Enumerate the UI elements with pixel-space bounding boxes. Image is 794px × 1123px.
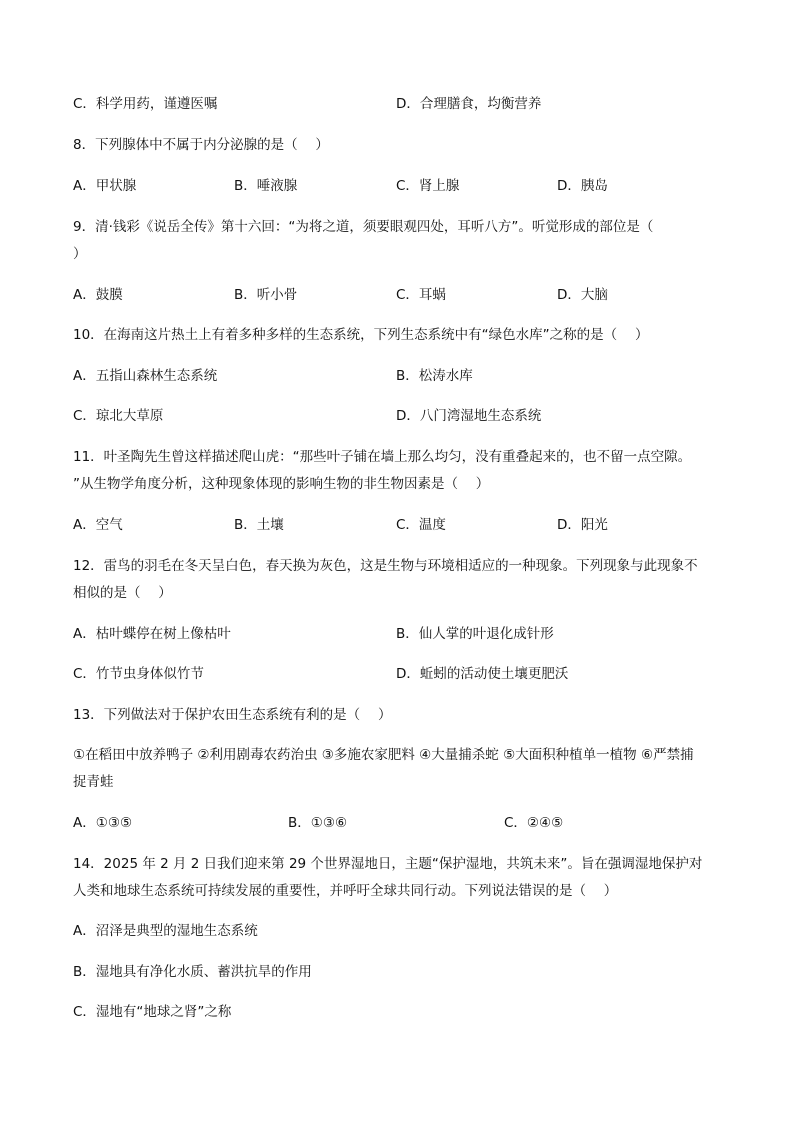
q12-option-b: B．仙人掌的叶退化成针形 — [396, 626, 554, 642]
q9-stem-line1: 9．清·钱彩《说岳全传》第十六回：“为将之道，须要眼观四处，耳听八方”。听觉形成的部位是（ — [73, 219, 654, 235]
q12-stem-line1: 12．雷鸟的羽毛在冬天呈白色，春天换为灰色，这是生物与环境相适应的一种现象。下列现象与此现象不 — [73, 558, 698, 574]
q10-option-c: C．琼北大草原 — [73, 408, 164, 424]
q9-option-c: C．耳蜗 — [396, 287, 446, 303]
q10-option-b: B．松涛水库 — [396, 368, 473, 384]
q8-stem: 8．下列腺体中不属于内分泌腺的是（ ） — [73, 137, 329, 153]
q9-option-b: B．听小骨 — [234, 287, 298, 303]
q8-option-c: C．肾上腺 — [396, 178, 460, 194]
q9-option-a: A．鼓膜 — [73, 287, 123, 303]
q14-stem-line2: 人类和地球生态系统可持续发展的重要性，并呼吁全球共同行动。下列说法错误的是（ ） — [73, 883, 618, 899]
q12-option-d: D．蚯蚓的活动使土壤更肥沃 — [396, 666, 569, 682]
q13-stem: 13．下列做法对于保护农田生态系统有利的是（ ） — [73, 707, 392, 723]
q14-stem-line1: 14．2025 年 2 月 2 日我们迎来第 29 个世界湿地日，主题“保护湿地，共筑未来”。旨在强调湿地保护对 — [73, 856, 703, 872]
q10-option-a: A．五指山森林生态系统 — [73, 368, 218, 384]
q7-option-d: D．合理膳食，均衡营养 — [396, 96, 542, 112]
q7-option-c: C．科学用药，谨遵医嘱 — [73, 96, 218, 112]
q13-option-c: C．②④⑤ — [504, 815, 564, 831]
q14-option-c: C．湿地有“地球之肾”之称 — [73, 1004, 232, 1020]
q8-option-d: D．胰岛 — [557, 178, 608, 194]
q11-option-d: D．阳光 — [557, 517, 608, 533]
q10-stem: 10．在海南这片热土上有着多种多样的生态系统，下列生态系统中有“绿色水库”之称的是（ ） — [73, 327, 649, 343]
q13-items-line2: 捉青蛙 — [73, 774, 114, 790]
q11-stem-line1: 11．叶圣陶先生曾这样描述爬山虎：“那些叶子铺在墙上那么均匀，没有重叠起来的，也不留一点空隙。 — [73, 449, 692, 465]
q12-option-a: A．枯叶蝶停在树上像枯叶 — [73, 626, 231, 642]
q10-option-d: D．八门湾湿地生态系统 — [396, 408, 542, 424]
q14-option-b: B．湿地具有净化水质、蓄洪抗旱的作用 — [73, 964, 312, 980]
q14-option-a: A．沼泽是典型的湿地生态系统 — [73, 923, 258, 939]
q12-stem-line2: 相似的是（ ） — [73, 585, 172, 601]
q8-option-a: A．甲状腺 — [73, 178, 137, 194]
q9-stem-line2: ） — [73, 246, 87, 262]
q11-option-c: C．温度 — [396, 517, 446, 533]
q12-option-c: C．竹节虫身体似竹节 — [73, 666, 204, 682]
q8-option-b: B．唾液腺 — [234, 178, 298, 194]
q13-option-b: B．①③⑥ — [288, 815, 348, 831]
q11-option-b: B．土壤 — [234, 517, 284, 533]
q11-option-a: A．空气 — [73, 517, 123, 533]
q13-items-line1: ①在稻田中放养鸭子 ②利用剧毒农药治虫 ③多施农家肥料 ④大量捕杀蛇 ⑤大面积种植单一植物 ⑥严禁捕 — [73, 747, 694, 763]
q9-option-d: D．大脑 — [557, 287, 608, 303]
q11-stem-line2: ”从生物学角度分析，这种现象体现的影响生物的非生物因素是（ ） — [73, 476, 490, 492]
q13-option-a: A．①③⑤ — [73, 815, 133, 831]
